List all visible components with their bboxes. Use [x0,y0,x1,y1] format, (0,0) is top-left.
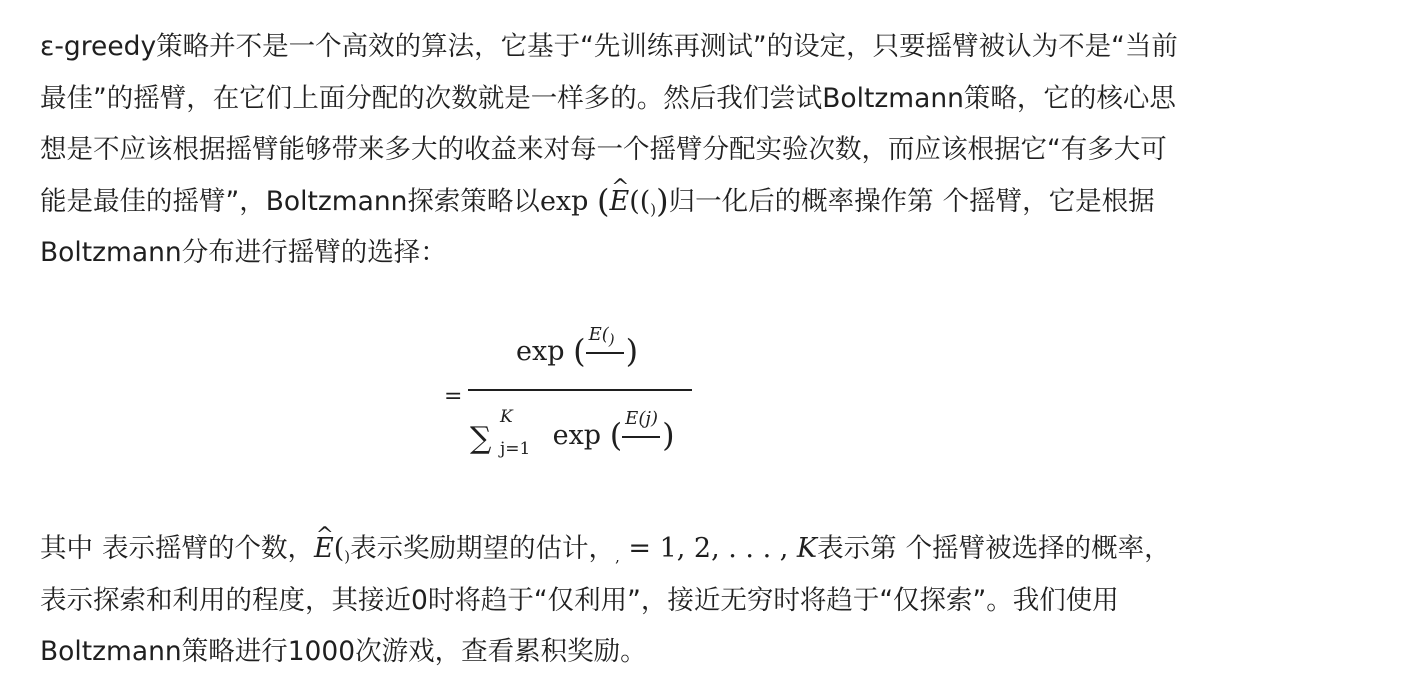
paragraph-line: ε-greedy策略并不是一个高效的算法，它基于“先训练再测试”的设定，只要摇臂被认为不是“当前 [40,31,1178,62]
fraction-denominator: ∑ K j=1 exp ( E(j) ) [470,407,675,459]
text-run: 个摇臂，它是根据 [942,185,1155,217]
text-run: 个摇臂被选择的概率， [905,533,1171,564]
text-run: 其中 [40,533,93,564]
paragraph-line [40,523,1390,575]
text-run: 表示第 [817,533,897,564]
text-run: 表示奖励期望的估计， [350,533,616,564]
inline-math-range: $_,$ = 1, 2, . . . , K [615,533,818,566]
inline-math-exp: exp (^ $E((_))$ [540,176,669,236]
text-run: 能是最佳的摇臂”，Boltzmann探索策略以 [40,185,540,217]
paragraph-line: 最佳”的摇臂，在它们上面分配的次数就是一样多的。然后我们尝试Boltzmann策略，它的核心思 [40,82,1176,114]
inline-math-estimate: ^ $E(_)$ [314,523,350,583]
text-run: 归一化后的概率操作第 [668,185,934,217]
summation-symbol: ∑ K j=1 [470,407,531,459]
explanation-paragraph [40,523,1390,678]
paragraph-line: 想是不应该根据摇臂能够带来多大的收益来对每一个摇臂分配实验次数，而应该根据它“有多大可 [40,134,1167,165]
paragraph-line: 表示探索和利用的程度，其接近0时将趋于“仅利用”，接近无穷时将趋于“仅探索”。我们使用 [40,584,1119,616]
exp-function: exp [552,420,602,451]
paragraph-line [40,176,1390,228]
fraction-bar [468,389,692,391]
fraction-numerator: exp ( $E(_)$ ) [516,324,639,370]
intro-paragraph [40,21,1390,279]
fraction [468,318,692,468]
inner-fraction: E(j) [622,410,662,454]
paragraph-line: Boltzmann策略进行1000次游戏，查看累积奖励。 [40,636,647,667]
equals-sign: = [444,384,463,409]
paragraph-line: Boltzmann分布进行摇臂的选择： [40,237,447,268]
text-run: 表示摇臂的个数， [102,533,314,564]
exp-function: exp [516,336,565,367]
inner-fraction: $E(_)$ [586,326,626,370]
